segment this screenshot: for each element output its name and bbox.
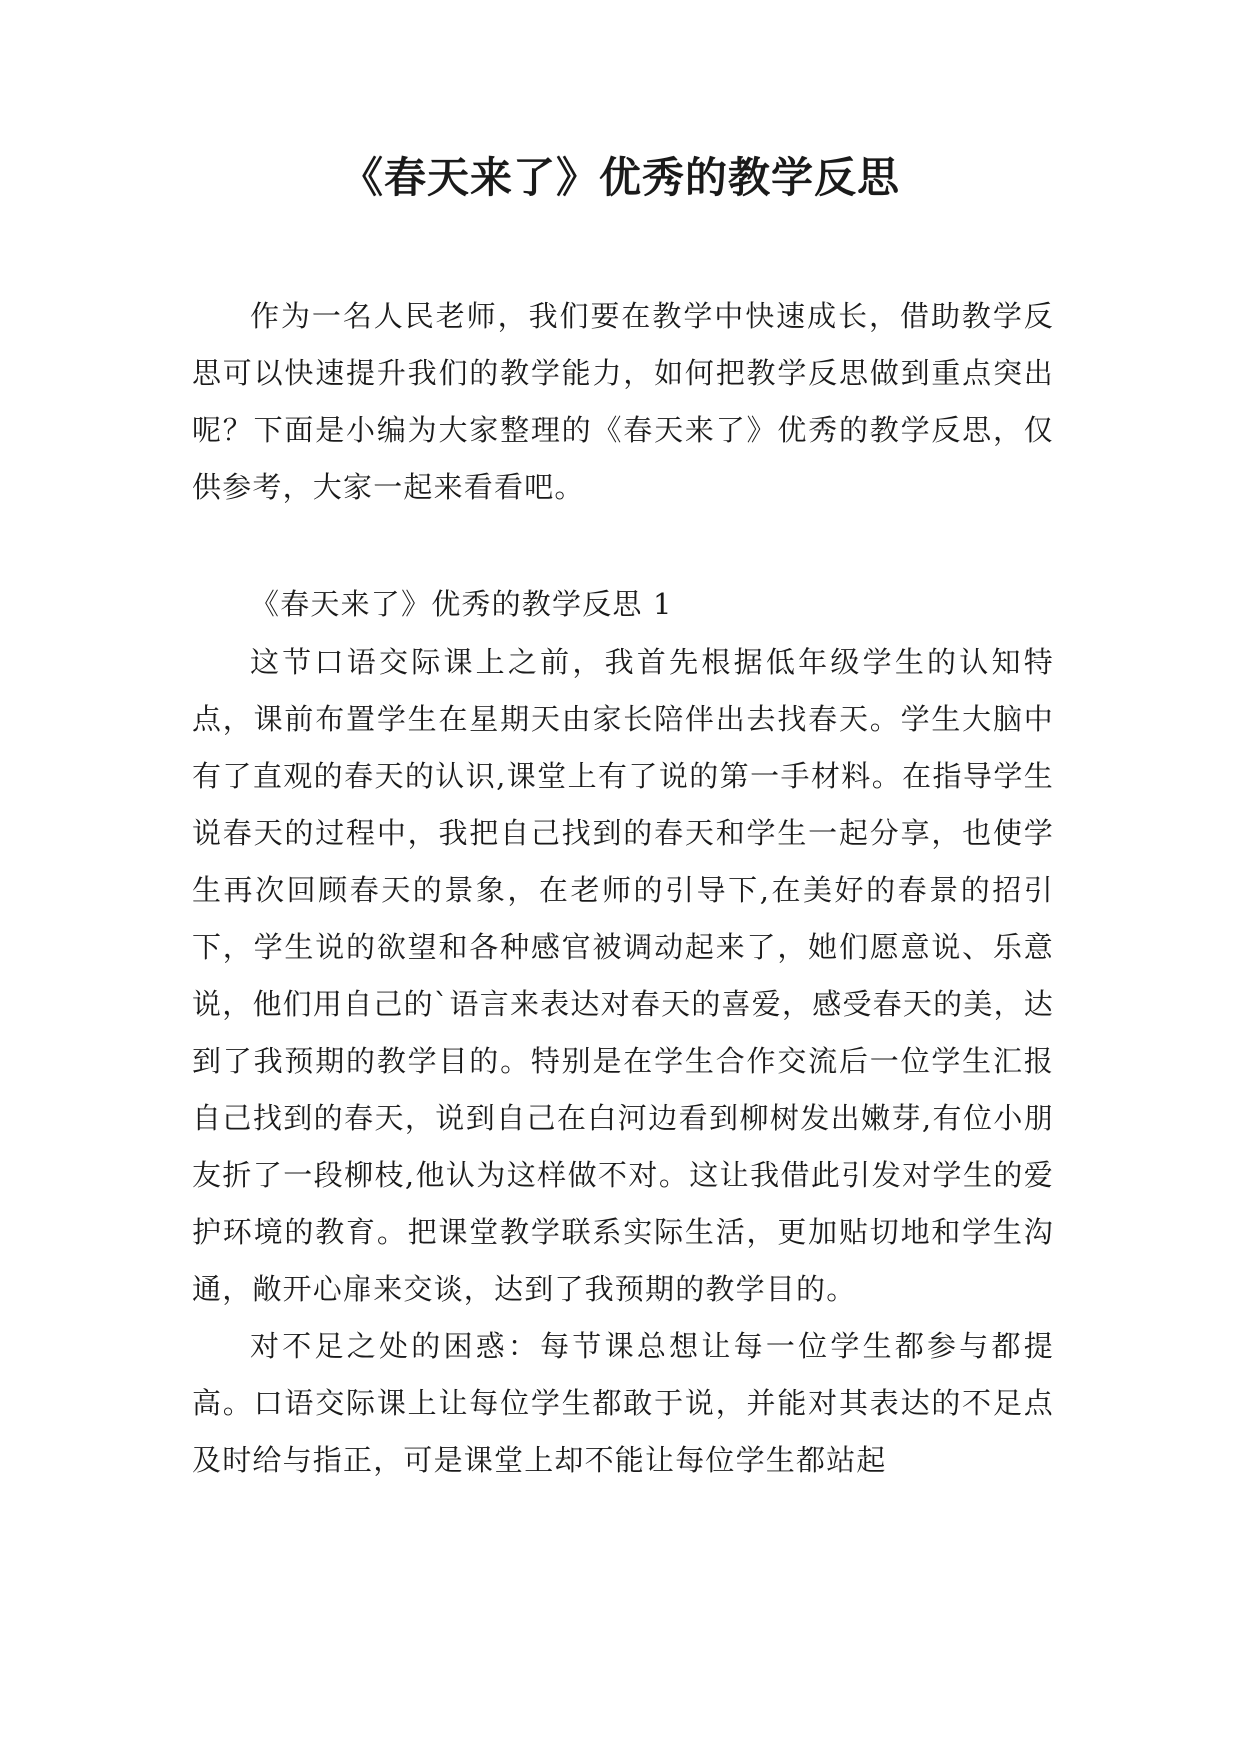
intro-paragraph: 作为一名人民老师，我们要在教学中快速成长，借助教学反思可以快速提升我们的教学能力，如何把教学反思做到重点突出呢？下面是小编为大家整理的《春天来了》优秀的教学反思，仅供参考，大家一起来看看吧。 <box>192 299 1054 504</box>
document-body <box>192 288 1054 1489</box>
document-title: 《春天来了》优秀的教学反思 <box>340 153 900 202</box>
body-paragraph: 这节口语交际课上之前，我首先根据低年级学生的认知特点，课前布置学生在星期天由家长陪伴出去找春天。学生大脑中有了直观的春天的认识,课堂上有了说的第一手材料。在指导学生说春天的过程中，我把自己找到的春天和学生一起分享，也使学生再次回顾春天的景象，在老师的引导下,在美好的春景的招引下，学生说的欲望和各种感官被调动起来了，她们愿意说、乐意说，他们用自己的`语言来表达对春天的喜爱，感受春天的美，达到了我预期的教学目的。特别是在学生合作交流后一位学生汇报自己找到的春天，说到自己在白河边看到柳树发出嫩芽,有位小朋友折了一段柳枝,他认为这样做不对。这让我借此引发对学生的爱护环境的教育。把课堂教学联系实际生活，更加贴切地和学生沟通，敞开心扉来交谈，达到了我预期的教学目的。 <box>192 645 1054 1306</box>
section-title: 《春天来了》优秀的教学反思 1 <box>250 587 673 621</box>
body-paragraph: 对不足之处的困惑：每节课总想让每一位学生都参与都提高。口语交际课上让每位学生都敢于说，并能对其表达的不足点及时给与指正，可是课堂上却不能让每位学生都站起 <box>192 1329 1054 1477</box>
